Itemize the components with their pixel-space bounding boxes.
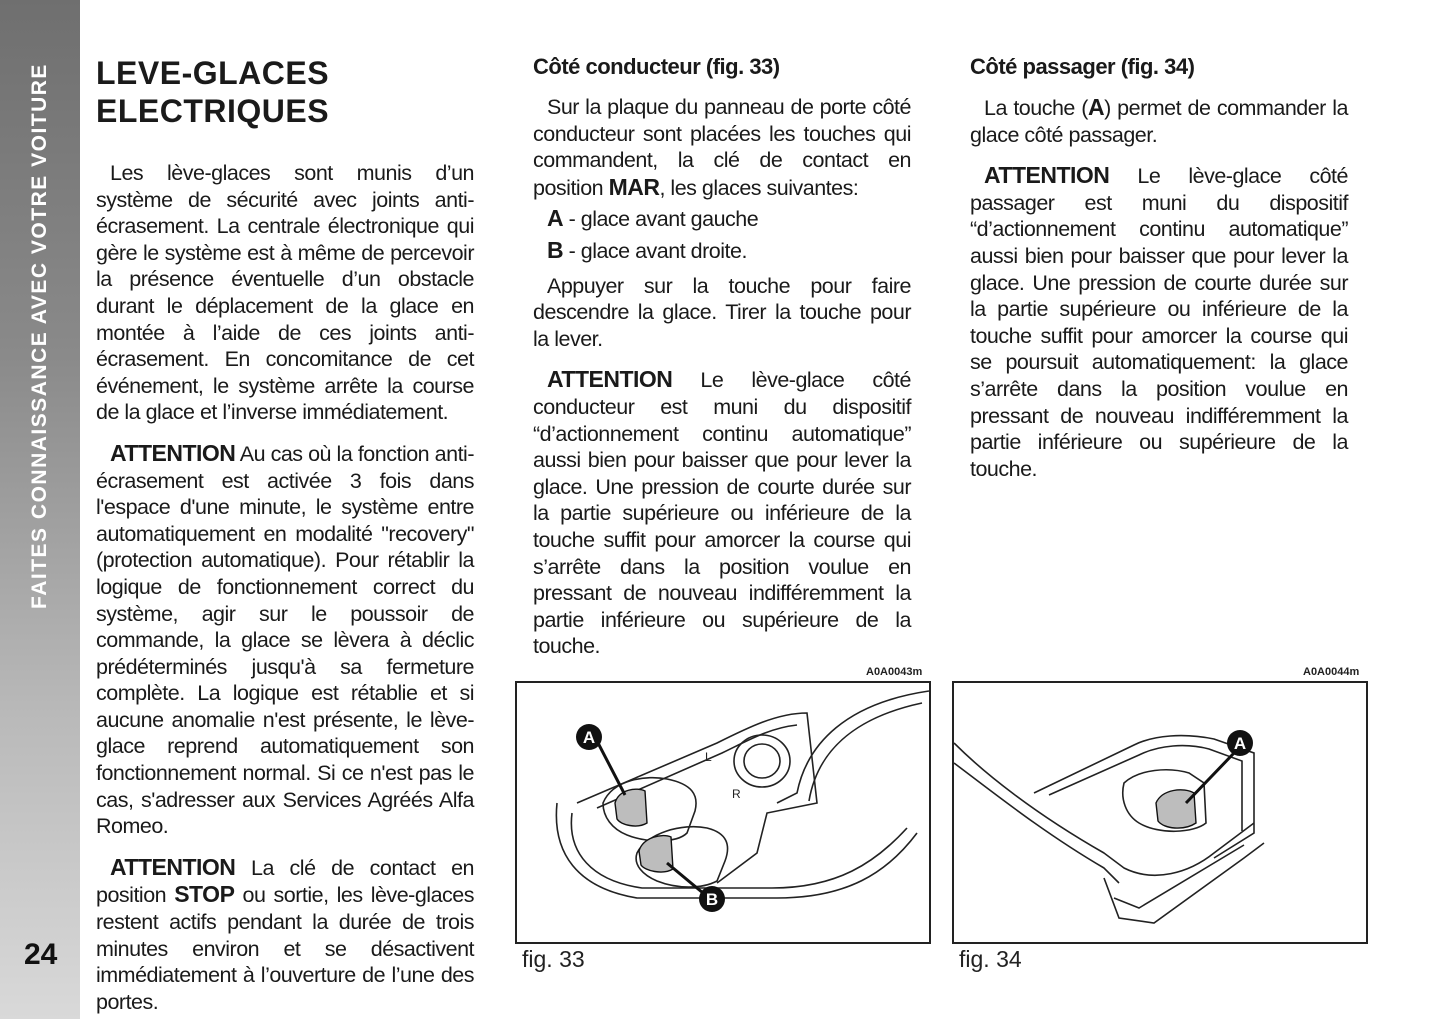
right-column bbox=[970, 54, 1348, 496]
figure-34 bbox=[952, 681, 1368, 944]
item-text: - glace avant droite. bbox=[563, 238, 747, 263]
figure-caption-34: fig. 34 bbox=[959, 946, 1022, 972]
warning-text: Le lève-glace côté conducteur est muni du dispositif “d’actionnement continu automatique” aussi bien pour baisser que pour lever la glace. Une pression de courte durée sur la partie supérieure ou inférieure de la touche suffit pour amorcer la course qui s’arrête dans la position voulue en pressant de nouveau indifféremment la partie inférieure ou supérieure de la touche. bbox=[533, 368, 911, 659]
passenger-door-panel-illustration bbox=[954, 683, 1366, 942]
callout-a: A bbox=[1233, 734, 1247, 753]
driver-door-panel-illustration bbox=[517, 683, 929, 942]
list-item-a bbox=[547, 205, 911, 233]
item-text: - glace avant gauche bbox=[563, 207, 759, 232]
middle-column bbox=[533, 54, 911, 674]
passenger-warning-paragraph bbox=[970, 162, 1348, 482]
figure-caption-33: fig. 33 bbox=[522, 946, 585, 972]
passenger-intro-paragraph bbox=[970, 94, 1348, 148]
driver-intro-text: Sur la plaque du panneau de porte côté conducteur sont placées les touches qui commandent, la clé de contact en position bbox=[533, 95, 911, 200]
passenger-intro-text: ) permet de commander la glace côté passager. bbox=[970, 96, 1348, 147]
passenger-side-heading: Côté passager (fig. 34) bbox=[970, 54, 1195, 79]
dial-left-label: L bbox=[705, 750, 712, 764]
stop-keyword: STOP bbox=[174, 881, 235, 908]
warning-label: ATTENTION bbox=[110, 853, 236, 880]
mar-keyword: MAR bbox=[608, 173, 660, 200]
button-key: A bbox=[1087, 94, 1105, 120]
intro-paragraph: Les lève-glaces sont munis d’un système de sécurité avec joints anti-écrasement. La centrale électronique qui gère le système est à même de percevoir la présence éventuelle d’un obstacle durant le déplacement de la glace en montée à l’aide de ces joints anti-écrasement. En concomitance de cet événement, le système arrête la course de la glace et l’inverse immédiatement. bbox=[96, 161, 474, 425]
warning-label: ATTENTION bbox=[547, 366, 673, 393]
callout-a: A bbox=[582, 728, 596, 747]
warning-paragraph-2 bbox=[96, 854, 474, 1016]
instruction-paragraph: Appuyer sur la touche pour faire descendre la glace. Tirer la touche pour la lever. bbox=[533, 273, 911, 351]
warning-text: ou sortie, les lève-glaces restent actifs pendant la durée de trois minutes environ et se désactivent immédiatement à l’ouverture de l’une des portes. bbox=[96, 883, 474, 1014]
warning-text: Le lève-glace côté passager est muni du dispositif “d’actionnement continu automatique” aussi bien pour baisser que pour lever la glace. Une pression de courte durée sur la partie supérieure ou inférieure de la touche suffit pour amorcer la course qui se poursuit automatiquement: la glace s’arrête dans la position voulue en pressant de nouveau indifféremment la partie inférieure ou supérieure de la touche. bbox=[970, 164, 1348, 481]
driver-side-heading: Côté conducteur (fig. 33) bbox=[533, 54, 780, 79]
warning-label: ATTENTION bbox=[984, 162, 1110, 189]
list-item-b bbox=[547, 237, 911, 265]
item-key: B bbox=[547, 236, 564, 263]
figure-code-34: A0A0044m bbox=[1303, 666, 1360, 678]
dial-right-label: R bbox=[732, 787, 741, 801]
warning-text: Au cas où la fonction anti-écrasement est activée 3 fois dans l'espace d'une minute, le système entre automatiquement en modalité "recovery" (protection automatique). Pour rétablir la logique de fonctionnement correct du système, agir sur le poussoir de commande, la glace se lèvera à déclic prédéterminés jusqu'à sa fermeture complète. La logique est rétablie et si aucune anomalie n'est présente, le lève-glace reprend automatiquement son fonctionnement normal. Si ce n'est pas le cas, s'adresser aux Services Agréés Alfa Romeo. bbox=[96, 441, 474, 839]
sidebar-band bbox=[0, 0, 80, 1019]
driver-intro-paragraph bbox=[533, 94, 911, 201]
left-column bbox=[96, 54, 474, 1029]
page-title bbox=[96, 54, 474, 130]
page-title-line2: ELECTRIQUES bbox=[96, 93, 330, 129]
driver-warning-paragraph bbox=[533, 366, 911, 660]
figure-code-33: A0A0043m bbox=[866, 666, 923, 678]
warning-paragraph-1 bbox=[96, 440, 474, 840]
page-number: 24 bbox=[24, 938, 58, 971]
page-title-line1: LEVE-GLACES bbox=[96, 55, 330, 91]
callout-b: B bbox=[705, 890, 719, 909]
passenger-intro-text: La touche ( bbox=[984, 96, 1088, 120]
warning-text: La clé de contact en position bbox=[96, 855, 474, 908]
warning-label: ATTENTION bbox=[110, 439, 236, 466]
section-title: FAITES CONNAISSANCE AVEC VOTRE VOITURE bbox=[28, 63, 51, 609]
item-key: A bbox=[547, 205, 564, 232]
figure-33 bbox=[515, 681, 931, 944]
driver-intro-text: , les glaces suivantes: bbox=[659, 175, 859, 200]
